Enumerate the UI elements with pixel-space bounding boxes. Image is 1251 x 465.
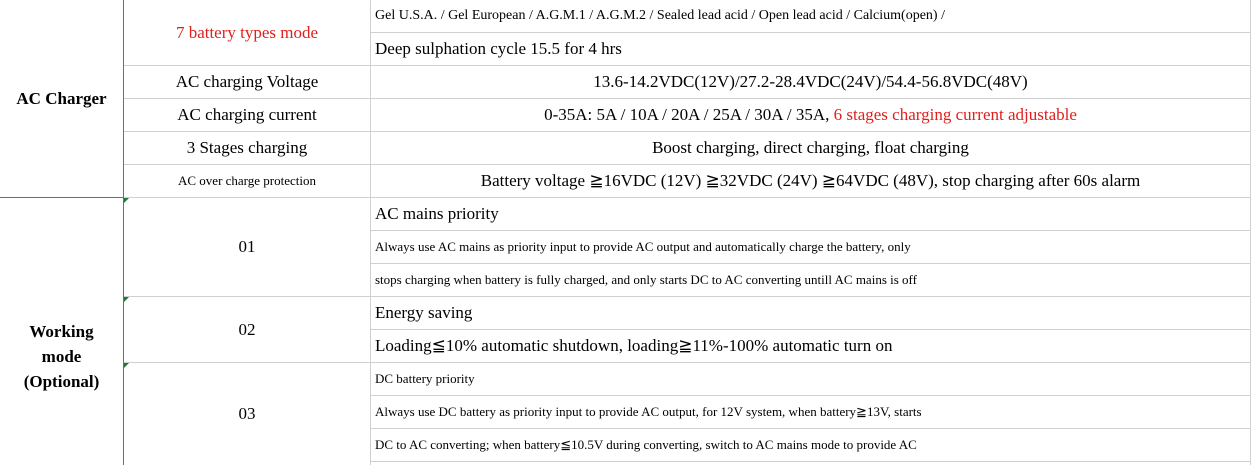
mode-01-title: AC mains priority bbox=[375, 204, 499, 223]
charging-current-label: AC charging current bbox=[177, 105, 317, 124]
mode-02-title: Energy saving bbox=[375, 303, 473, 322]
section-working-mode-line2: mode bbox=[41, 347, 82, 366]
mode-03-title: DC battery priority bbox=[375, 371, 475, 386]
mode-02-number: 02 bbox=[238, 319, 256, 339]
mode-01-number: 01 bbox=[238, 237, 256, 256]
charging-current-adjustable: 6 stages charging current adjustable bbox=[829, 105, 1077, 124]
mode-02-desc: Loading≦10% automatic shutdown, loading≧11%-100% automatic turn on bbox=[375, 336, 893, 355]
section-working-mode-line1: Working bbox=[29, 322, 94, 341]
charging-voltage-label: AC charging Voltage bbox=[175, 72, 319, 91]
row-line bbox=[370, 461, 1251, 462]
charging-voltage-value: 13.6-14.2VDC(12V)/27.2-28.4VDC(24V)/54.4-56.8VDC(48V) bbox=[593, 72, 1028, 91]
mode-01-desc-line1: Always use AC mains as priority input to provide AC output and automatically charge the battery, only bbox=[375, 239, 911, 254]
mode-03-desc-line2: DC to AC converting; when battery≦10.5V during converting, switch to AC mains mode to provide AC bbox=[375, 437, 917, 452]
section-ac-charger-label: AC Charger bbox=[16, 89, 107, 108]
section-ac-charger bbox=[0, 0, 123, 197]
stages-charging-label: 3 Stages charging bbox=[186, 138, 308, 157]
battery-types-label: 7 battery types mode bbox=[175, 22, 319, 42]
over-charge-label: AC over charge protection bbox=[177, 173, 317, 188]
battery-types-desulphation: Deep sulphation cycle 15.5 for 4 hrs bbox=[375, 39, 622, 58]
mode-01-desc-line2: stops charging when battery is fully charged, and only starts DC to AC converting untill AC mains is off bbox=[375, 272, 917, 287]
charging-current-steps: 0-35A: 5A / 10A / 20A / 25A / 30A / 35A, bbox=[544, 105, 830, 124]
battery-types-list: Gel U.S.A. / Gel European / A.G.M.1 / A.G.M.2 / Sealed lead acid / Open lead acid / Calcium(open) / bbox=[375, 8, 945, 23]
charging-current-value bbox=[371, 99, 1250, 131]
mode-03-number: 03 bbox=[238, 404, 256, 423]
stages-charging-value: Boost charging, direct charging, float charging bbox=[652, 138, 969, 157]
mode-03-desc-line1: Always use DC battery as priority input to provide AC output, for 12V system, when battery≧13V, starts bbox=[375, 404, 922, 419]
over-charge-value: Battery voltage ≧16VDC (12V) ≧32VDC (24V) ≧64VDC (48V), stop charging after 60s alarm bbox=[480, 171, 1141, 190]
section-working-mode-line3: (Optional) bbox=[23, 372, 100, 391]
section-working-mode bbox=[0, 198, 123, 465]
